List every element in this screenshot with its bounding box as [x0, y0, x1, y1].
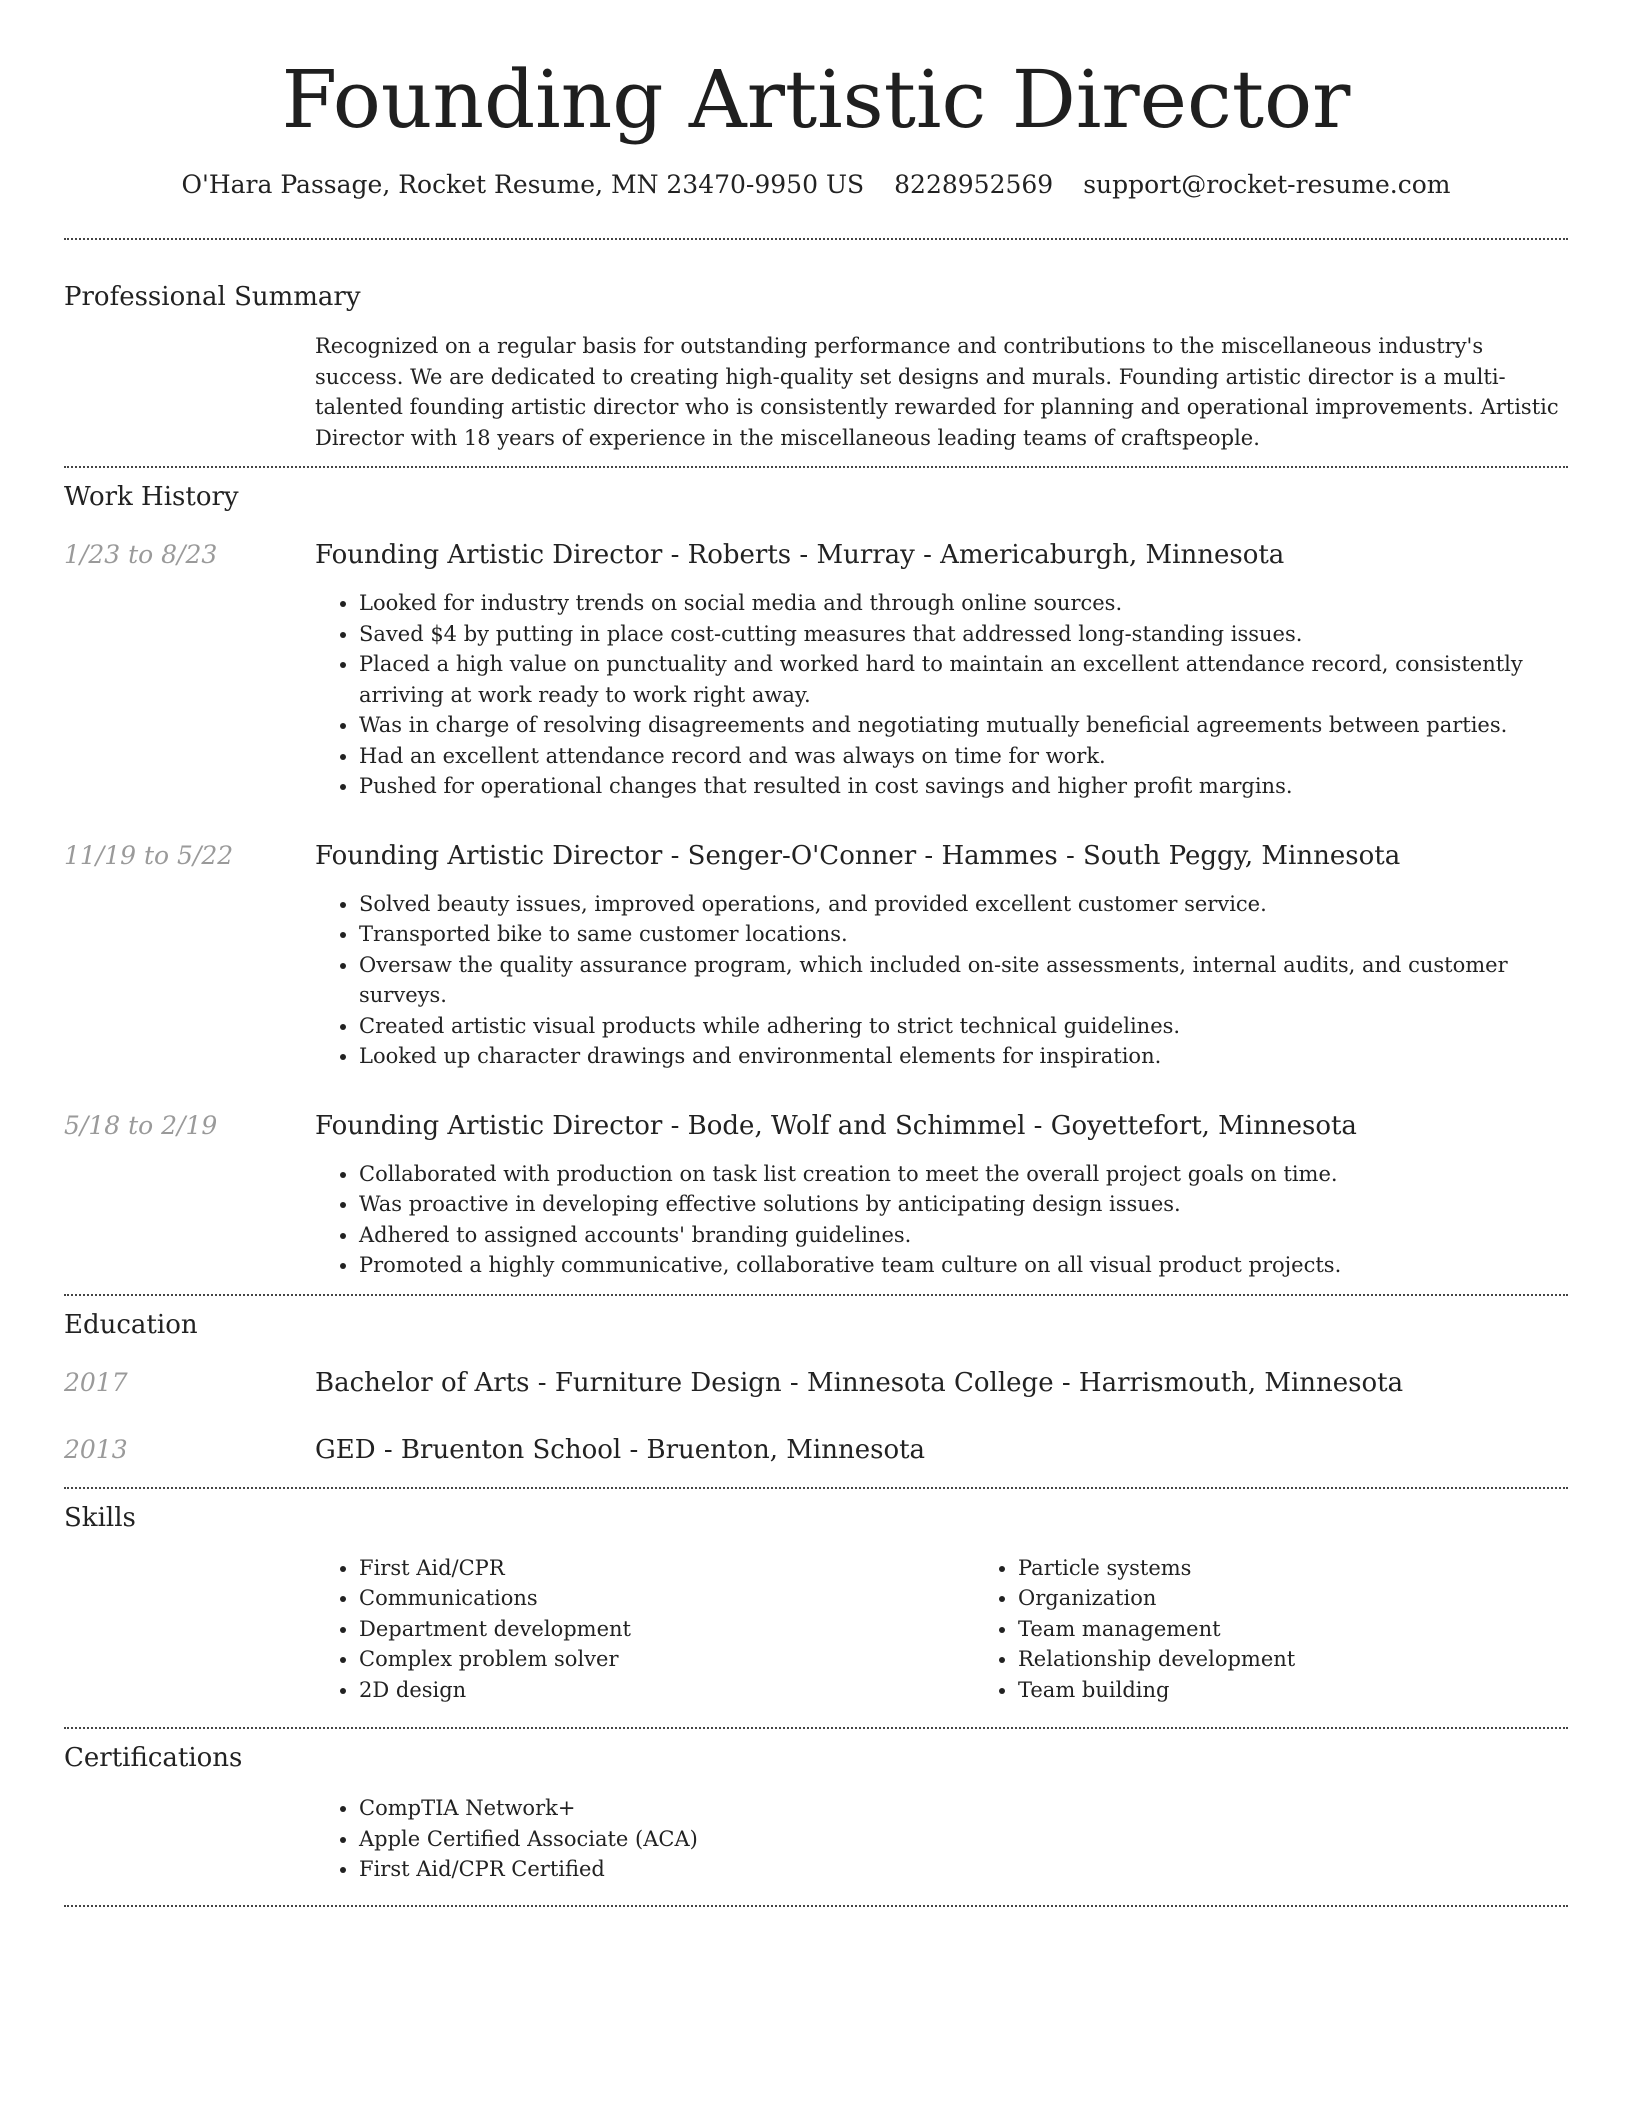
job-dates: 5/18 to 2/19 — [64, 1110, 218, 1140]
skills-heading: Skills — [64, 1502, 136, 1533]
divider — [64, 238, 1568, 240]
education-year: 2013 — [64, 1434, 128, 1464]
list-item: • Adhered to assigned accounts' branding guidelines. — [359, 1220, 1568, 1251]
job-entry — [64, 839, 1568, 1072]
list-item: • First Aid/CPR — [359, 1553, 974, 1584]
job-entry — [64, 1109, 1568, 1281]
list-item: • Was proactive in developing effective solutions by anticipating design issues. — [359, 1189, 1568, 1220]
list-item: • Promoted a highly communicative, collaborative team culture on all visual product projects. — [359, 1250, 1568, 1281]
list-item: • Particle systems — [1018, 1553, 1632, 1584]
summary-text: Recognized on a regular basis for outstanding performance and contributions to the miscellaneous industry's success. We are dedicated to creating high-quality set designs and murals. Founding artistic director is a multi-talented founding artistic director who is consistently rewarded for planning and operational improvements. Artistic Director with 18 years of experience in the miscellaneous leading teams of craftspeople. — [315, 334, 1559, 450]
job-details: - Senger-O'Conner - Hammes - South Peggy, Minnesota — [662, 840, 1401, 871]
list-item: • Transported bike to same customer locations. — [359, 919, 1568, 950]
education-degree: Bachelor of Arts - Furniture Design — [315, 1367, 782, 1398]
list-item: • Pushed for operational changes that resulted in cost savings and higher profit margins. — [359, 771, 1568, 802]
resume-name: Founding Artistic Director — [281, 53, 1351, 146]
skills-list-right — [974, 1553, 1632, 1706]
list-item: • Was in charge of resolving disagreements and negotiating mutually beneficial agreements between parties. — [359, 710, 1568, 741]
job-bullets — [315, 889, 1568, 1072]
work-history-heading: Work History — [64, 482, 239, 512]
education-details: - Bruenton School - Bruenton, Minnesota — [375, 1434, 926, 1465]
job-details: - Roberts - Murray - Americaburgh, Minnesota — [662, 540, 1285, 570]
education-details: - Minnesota College - Harrismouth, Minnesota — [781, 1367, 1404, 1398]
list-item: • Placed a high value on punctuality and worked hard to maintain an excellent attendance record, consistently arriving at work ready to work right away. — [359, 649, 1568, 710]
list-item: • Organization — [1018, 1583, 1632, 1614]
resume-page — [64, 0, 1568, 1907]
contact-line — [64, 168, 1568, 202]
list-item: • Solved beauty issues, improved operations, and provided excellent customer service. — [359, 889, 1568, 920]
summary-heading: Professional Summary — [64, 282, 361, 312]
divider — [64, 466, 1568, 468]
education-year: 2017 — [64, 1367, 128, 1397]
summary-row — [64, 331, 1568, 453]
job-bullets — [315, 1159, 1568, 1281]
job-role: Founding Artistic Director — [315, 540, 663, 570]
list-item: • 2D design — [359, 1675, 974, 1706]
job-entry — [64, 538, 1568, 802]
job-details: - Bode, Wolf and Schimmel - Goyettefort, Minnesota — [662, 1110, 1357, 1141]
list-item: • Saved $4 by putting in place cost-cutting measures that addressed long-standing issues. — [359, 619, 1568, 650]
contact-address: O'Hara Passage, Rocket Resume, MN 23470-9950 US — [181, 170, 865, 199]
list-item: • Communications — [359, 1583, 974, 1614]
skills-list-left — [315, 1553, 974, 1706]
job-title — [315, 839, 1568, 873]
certifications-heading: Certifications — [64, 1743, 243, 1773]
divider — [64, 1294, 1568, 1296]
education-entry — [64, 1433, 1568, 1467]
divider — [64, 1727, 1568, 1729]
education-degree: GED — [315, 1434, 376, 1465]
list-item: • Looked for industry trends on social media and through online sources. — [359, 588, 1568, 619]
contact-phone: 8228952569 — [894, 170, 1054, 199]
job-role: Founding Artistic Director — [315, 840, 663, 871]
list-item: • Team management — [1018, 1614, 1632, 1645]
list-item: • Relationship development — [1018, 1644, 1632, 1675]
education-entry — [64, 1366, 1568, 1400]
list-item: • CompTIA Network+ — [359, 1793, 1568, 1824]
job-bullets — [315, 588, 1568, 802]
list-item: • Team building — [1018, 1675, 1632, 1706]
certifications-list — [315, 1793, 1568, 1885]
job-role: Founding Artistic Director — [315, 1110, 663, 1141]
education-heading: Education — [64, 1309, 198, 1340]
job-dates: 1/23 to 8/23 — [64, 540, 218, 569]
list-item: • Oversaw the quality assurance program, which included on-site assessments, internal audits, and customer surveys. — [359, 950, 1568, 1011]
job-dates: 11/19 to 5/22 — [64, 840, 234, 870]
list-item: • First Aid/CPR Certified — [359, 1854, 1568, 1885]
list-item: • Had an excellent attendance record and was always on time for work. — [359, 741, 1568, 772]
job-title — [315, 1109, 1568, 1143]
list-item: • Created artistic visual products while adhering to strict technical guidelines. — [359, 1011, 1568, 1042]
contact-email: support@rocket-resume.com — [1083, 170, 1451, 199]
list-item: • Department development — [359, 1614, 974, 1645]
skills-columns — [315, 1553, 1568, 1706]
list-item: • Apple Certified Associate (ACA) — [359, 1824, 1568, 1855]
job-title — [315, 538, 1568, 572]
divider — [64, 1487, 1568, 1489]
list-item: • Looked up character drawings and environmental elements for inspiration. — [359, 1041, 1568, 1072]
list-item: • Complex problem solver — [359, 1644, 974, 1675]
divider — [64, 1905, 1568, 1907]
list-item: • Collaborated with production on task list creation to meet the overall project goals on time. — [359, 1159, 1568, 1190]
